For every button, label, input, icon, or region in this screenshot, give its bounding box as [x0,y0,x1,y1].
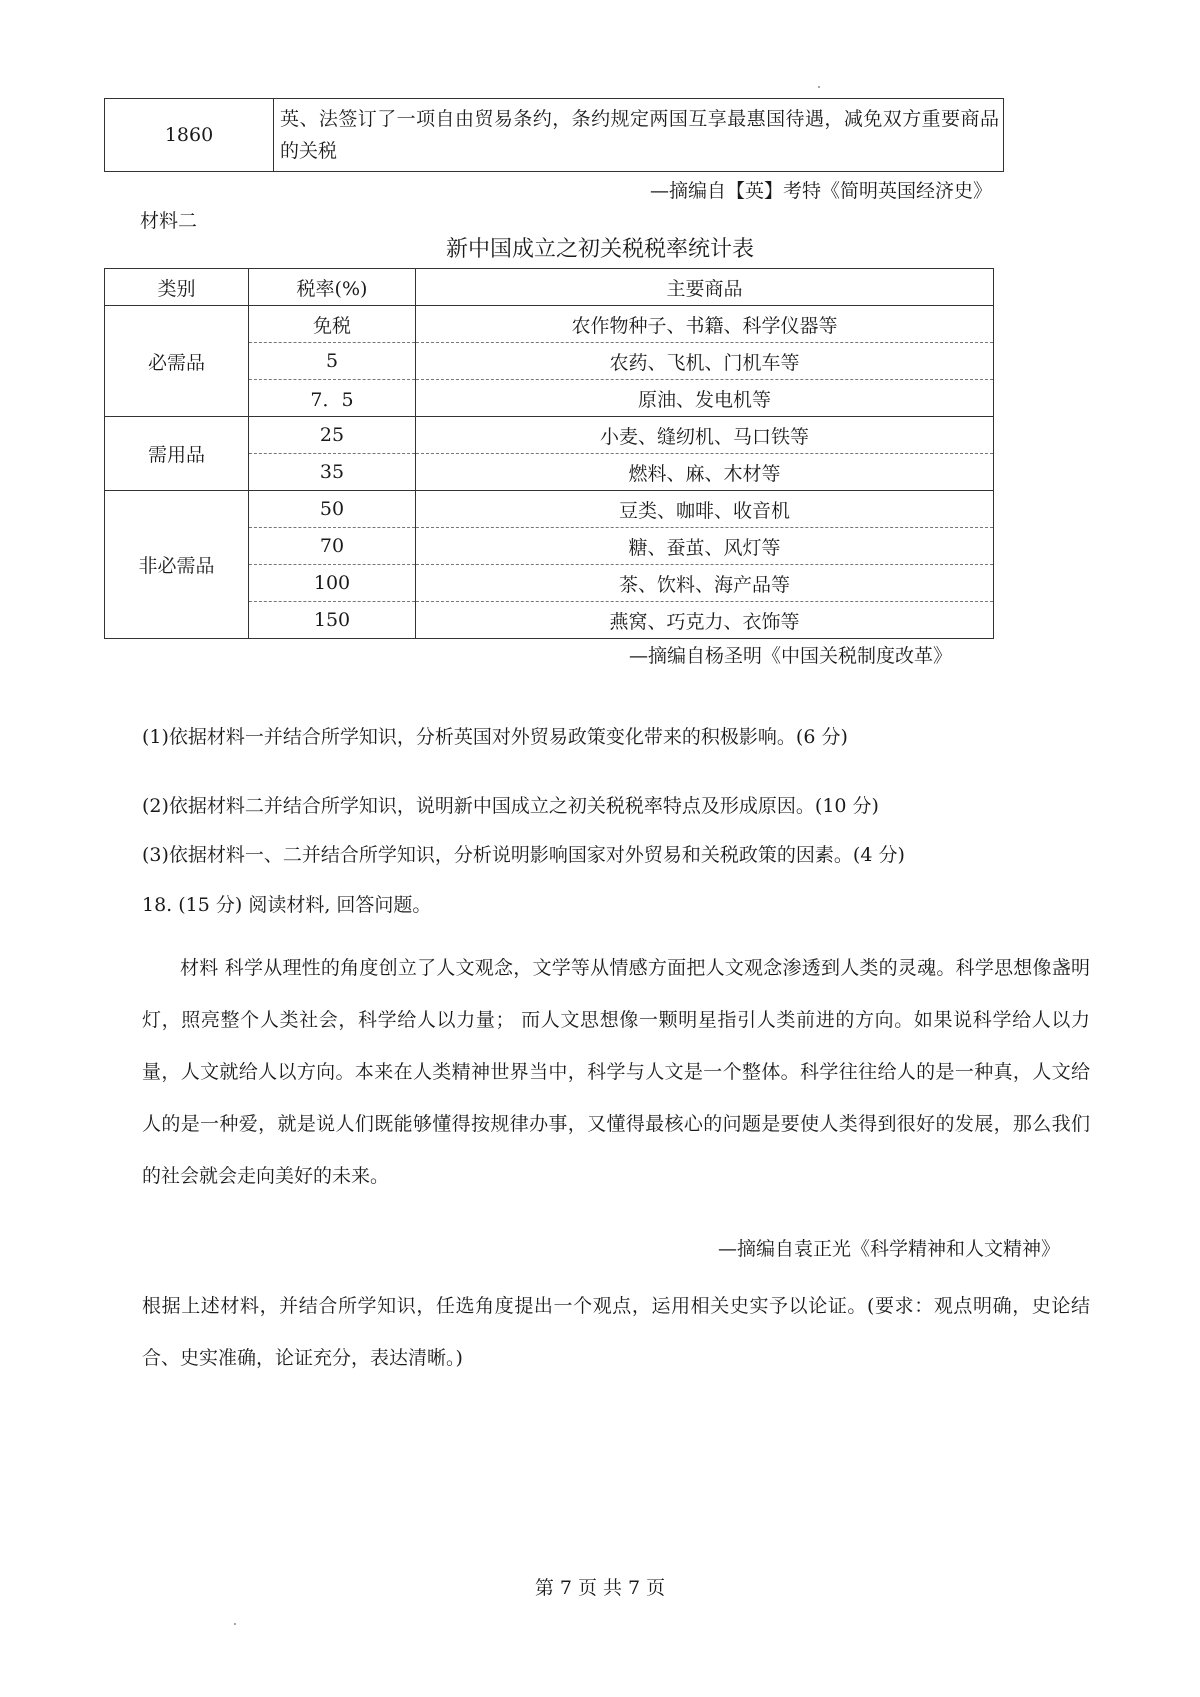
table-row [105,491,994,528]
material-one-table [104,98,1004,172]
table-row [105,306,994,343]
goods-cell: 茶、饮料、海产品等 [416,565,994,602]
table-title: 新中国成立之初关税税率统计表 [445,237,754,262]
header-rate: 税率(%) [249,269,416,306]
header-category: 类别 [105,269,249,306]
goods-cell: 原油、发电机等 [416,380,994,417]
goods-cell: 燃料、麻、木材等 [416,454,994,491]
year-cell: 1860 [105,99,274,172]
table-header-row [105,269,994,306]
question-1: (1)依据材料一并结合所学知识，分析英国对外贸易政策变化带来的积极影响。(6 分) [142,726,848,748]
table-row [105,99,1004,172]
category-cell: 非必需品 [105,491,249,639]
goods-cell: 燕窝、巧克力、衣饰等 [416,602,994,639]
question-2: (2)依据材料二并结合所学知识，说明新中国成立之初关税税率特点及形成原因。(10 分) [142,795,879,817]
rate-cell: 35 [249,454,416,491]
category-cell: 需用品 [105,417,249,491]
rate-cell: 150 [249,602,416,639]
rate-cell: 70 [249,528,416,565]
rate-cell: 100 [249,565,416,602]
goods-cell: 小麦、缝纫机、马口铁等 [416,417,994,454]
scan-speck [818,86,820,88]
material-one-source: —摘编自【英】考特《简明英国经济史》 [649,180,992,202]
material-two-source: —摘编自杨圣明《中国关税制度改革》 [628,645,952,667]
page-footer: 第 7 页 共 7 页 [534,1577,666,1599]
category-cell: 必需品 [105,306,249,417]
rate-cell: 7．5 [249,380,416,417]
material-two-label: 材料二 [140,210,198,232]
question-3: (3)依据材料一、二并结合所学知识，分析说明影响国家对外贸易和关税政策的因素。(4 分) [142,844,905,866]
table-row [105,417,994,454]
header-goods: 主要商品 [416,269,994,306]
question-18-task: 根据上述材料，并结合所学知识，任选角度提出一个观点，运用相关史实予以论证。(要求：观点明确，史论结合、史实准确，论证充分，表达清晰。) [142,1295,1090,1369]
rate-cell: 25 [249,417,416,454]
goods-cell: 糖、蚕茧、风灯等 [416,528,994,565]
goods-cell: 农药、飞机、门机车等 [416,343,994,380]
rate-cell: 免税 [249,306,416,343]
goods-cell: 农作物种子、书籍、科学仪器等 [416,306,994,343]
goods-cell: 豆类、咖啡、收音机 [416,491,994,528]
question-18-source: —摘编自袁正光《科学精神和人文精神》 [717,1238,1060,1260]
question-18-heading: 18. (15 分) 阅读材料, 回答问题。 [142,894,432,916]
rate-cell: 50 [249,491,416,528]
question-18-material: 材料 科学从理性的角度创立了人文观念，文学等从情感方面把人文观念渗透到人类的灵魂。科学思想像盏明灯，照亮整个人类社会，科学给人以力量； 而人文思想像一颗明星指引人类前进的方向。如果说科学给人以力量，人文就给人以方向。本来在人类精神世界当中，科学与人文是一个整体。科学往往给人的是一种真，人文给人的是一种爱，就是说人们既能够懂得按规律办事，又懂得最核心的问题是要使人类得到很好的发展，那么我们的社会就会走向美好的未来。 [142,957,1090,1187]
scan-speck [234,1623,236,1625]
rate-cell: 5 [249,343,416,380]
tariff-table [104,268,994,639]
description-cell: 英、法签订了一项自由贸易条约，条约规定两国互享最惠国待遇，减免双方重要商品的关税 [274,99,1004,172]
